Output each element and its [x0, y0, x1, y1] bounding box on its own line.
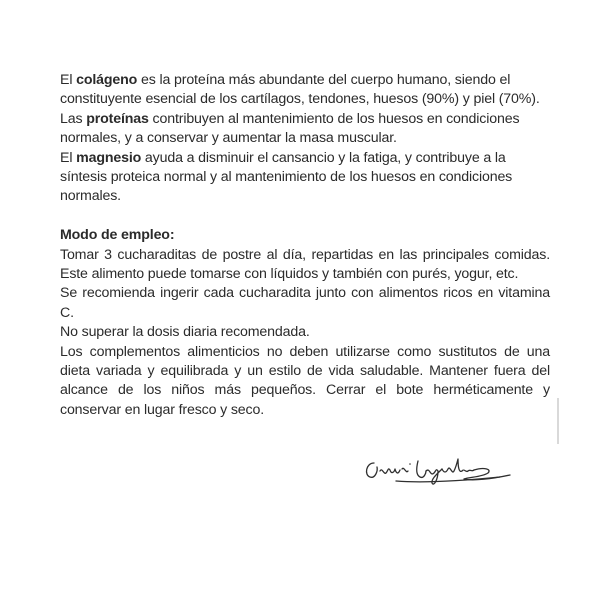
usage-dosage-paragraph: Tomar 3 cucharaditas de postre al día, repartidas en las principales comidas. Este alimento puede tomarse con líquidos y también con purés, yogur, etc.: [60, 246, 550, 283]
magnesium-lead: El: [60, 149, 77, 166]
magnesium-text: ayuda a disminuir el cansancio y la fatiga, y contribuye a la síntesis proteica normal y al mantenimiento de los huesos en condiciones normales.: [60, 149, 513, 205]
proteins-paragraph: [60, 110, 550, 149]
proteins-text: contribuyen al mantenimiento de los huesos en condiciones normales, y a conservar y aumentar la masa muscular.: [60, 110, 520, 147]
magnesium-term: magnesio: [76, 149, 142, 166]
usage-heading: Modo de empleo:: [60, 227, 175, 244]
magnesium-paragraph: [60, 149, 550, 207]
proteins-term: proteínas: [86, 110, 149, 127]
collagen-term: colágeno: [76, 72, 138, 88]
usage-vitamin-c-paragraph: Se recomienda ingerir cada cucharadita junto con alimentos ricos en vitamina C.: [60, 285, 550, 321]
usage-warnings-paragraph: Los complementos alimenticios no deben utilizarse como sustitutos de una dieta variada y equilibrada y un estilo de vida saludable. Mantener fuera del alcance de los niños más pequeños. Cerrar el bote herméticamente y conservar en lugar fresco y seco.: [60, 343, 550, 418]
handwritten-signature: [360, 455, 520, 495]
collagen-text: es la proteína más abundante del cuerpo humano, siendo el constituyente esencial de los cartílagos, tendones, huesos (90%) y piel (70%).: [60, 72, 540, 108]
usage-limit-paragraph: No superar la dosis diaria recomendada.: [60, 324, 310, 341]
collagen-lead: El: [60, 72, 77, 88]
document-body: [60, 71, 550, 420]
scroll-indicator: [557, 398, 559, 444]
collagen-paragraph: [60, 71, 550, 110]
proteins-lead: Las: [60, 110, 87, 127]
